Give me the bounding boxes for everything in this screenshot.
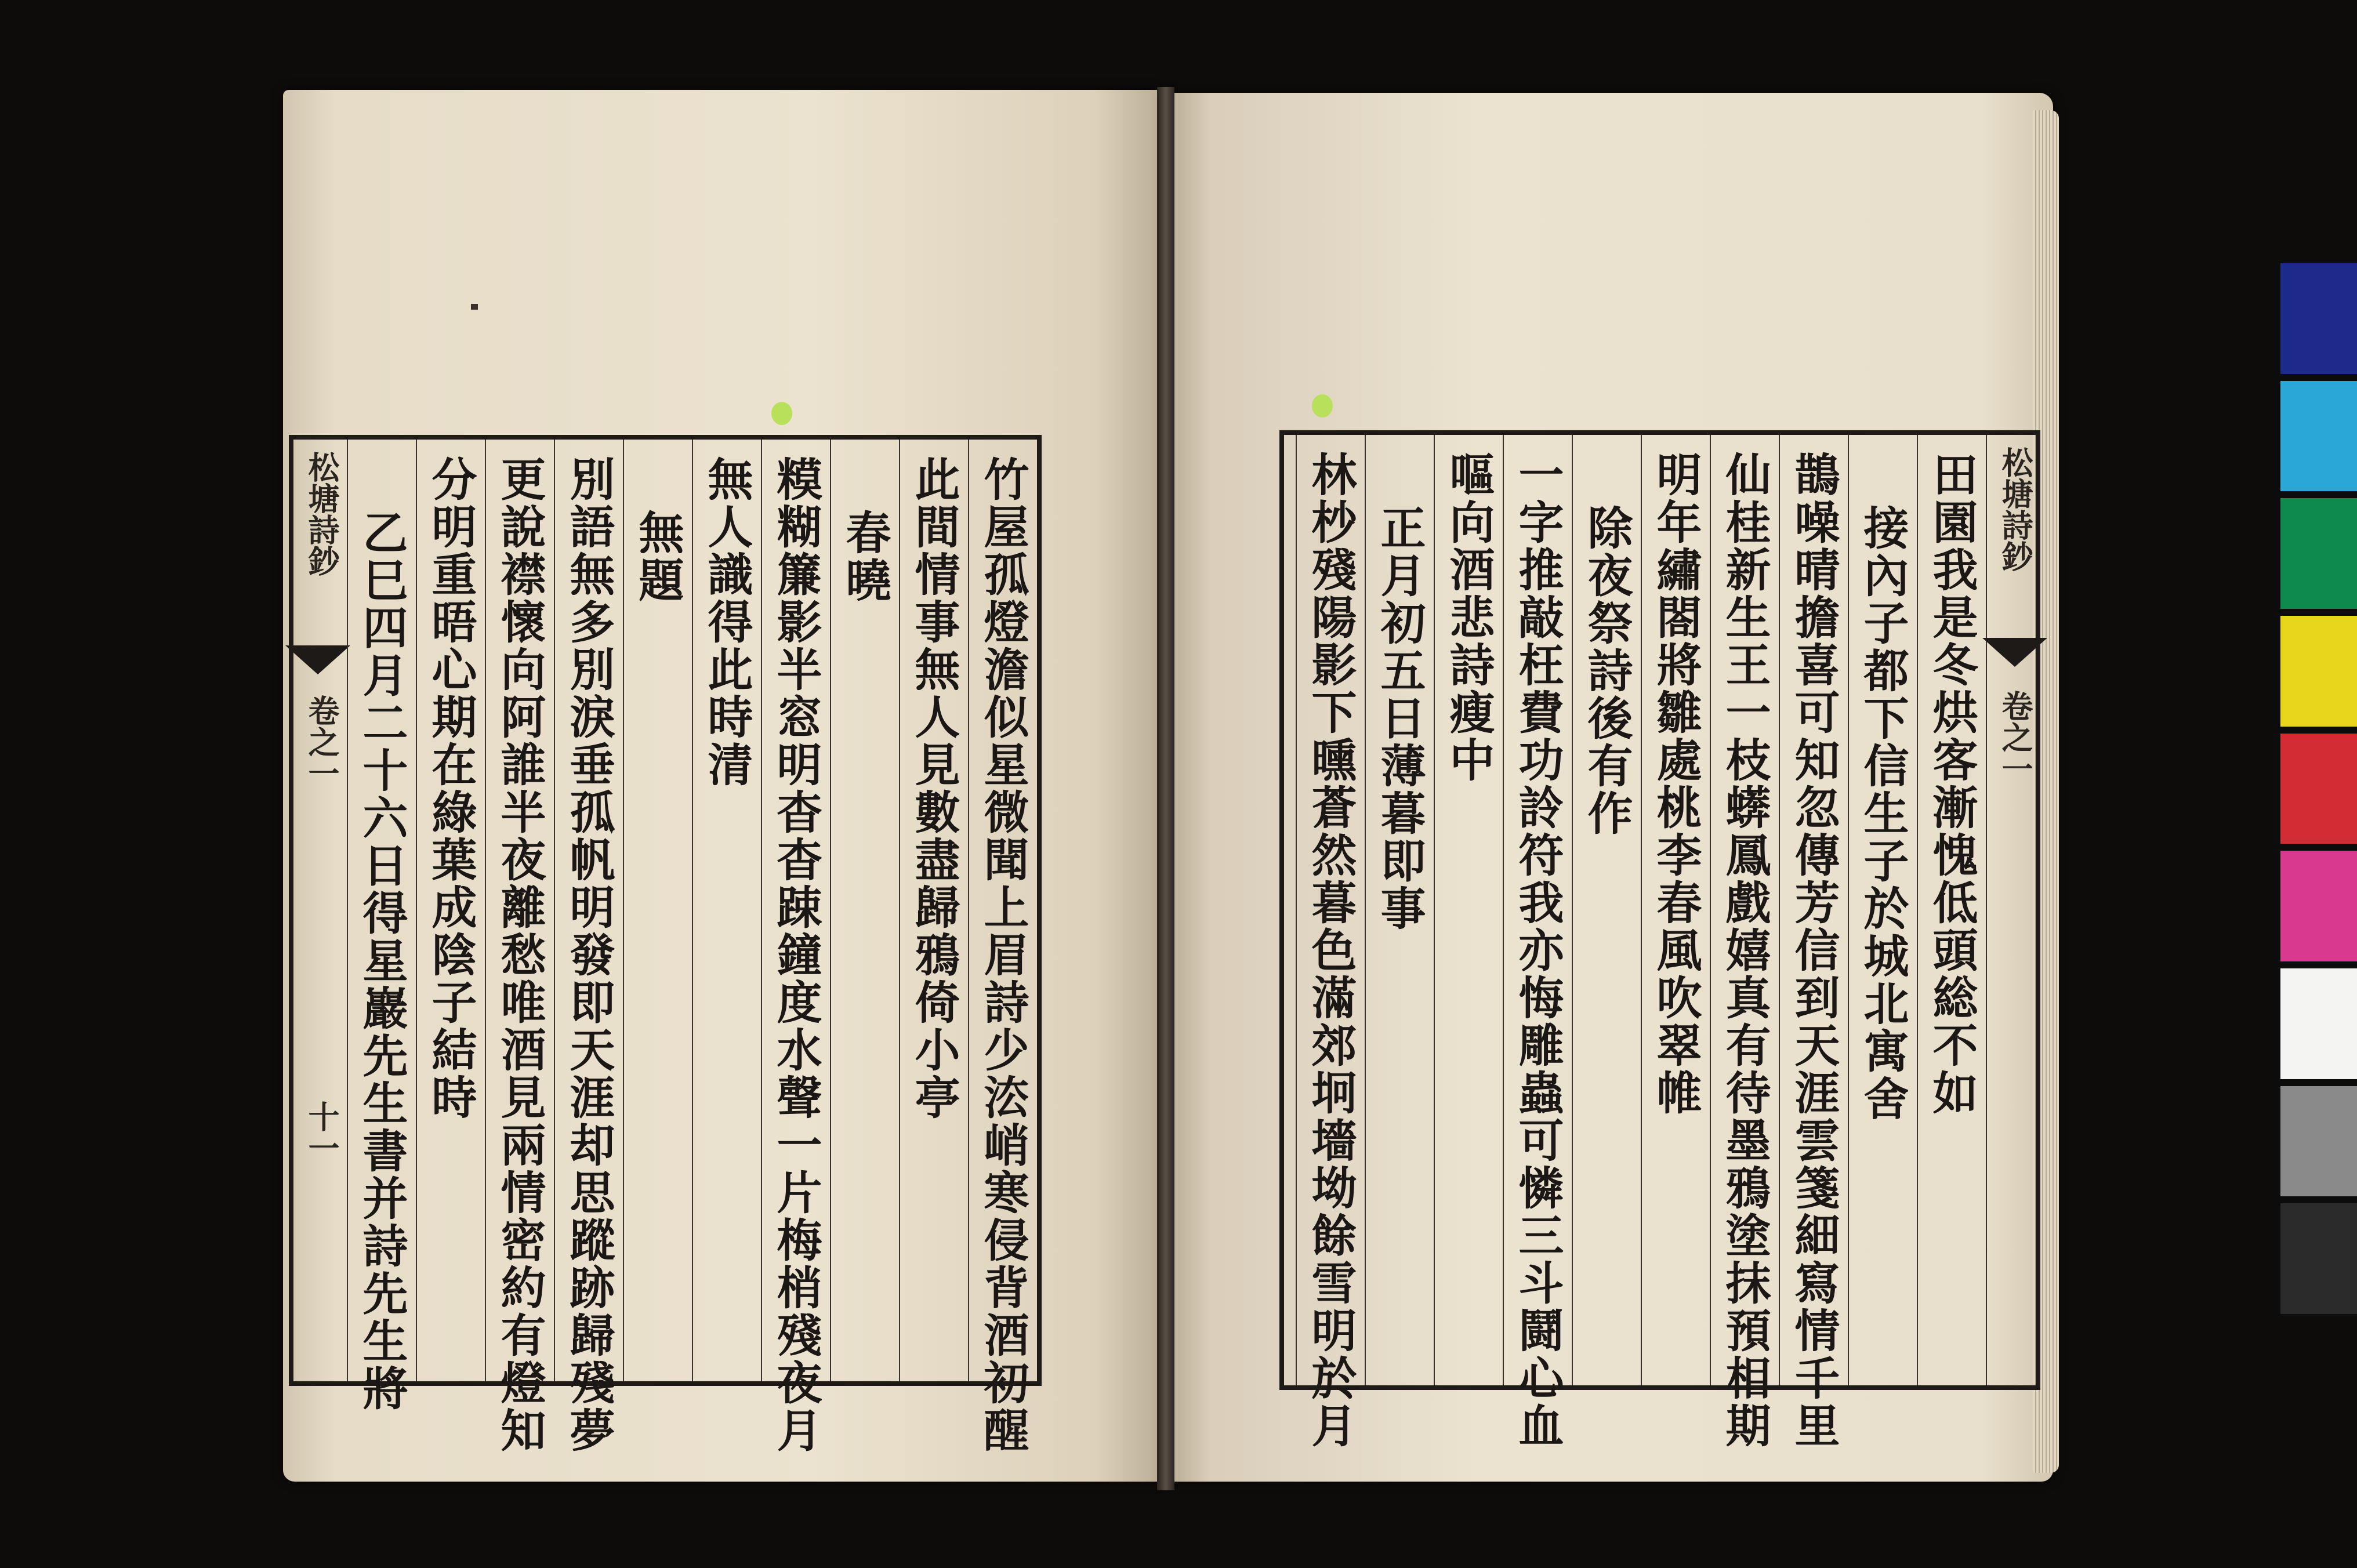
- right-column-2: 接內子都下信生子於城北寓舍: [1856, 504, 1909, 1123]
- left-column-8: 更說襟懷向阿誰半夜離愁唯酒見兩情密約有燈知: [493, 456, 546, 1454]
- left-column-2: 此間情事無人見數盡歸鴉倚小亭: [907, 456, 960, 1121]
- right-column-7: 一字推敲枉費功詅符我亦悔雕蟲可憐三斗鬪心血: [1511, 451, 1564, 1450]
- left-edition-title: 松塘詩鈔: [303, 451, 340, 576]
- right-column-9: 正月初五日薄暮即事: [1373, 504, 1426, 932]
- right-column-8: 嘔向酒悲詩瘦中: [1442, 451, 1495, 784]
- right-fishtail: [1982, 638, 2047, 667]
- left-column-7: 別語無多別淚垂孤帆明發即天涯却思蹤跡歸殘夢: [562, 456, 615, 1454]
- right-column-3: 鵲噪晴擔喜可知忽傳芳信到天涯雲箋細寫情千里: [1787, 451, 1840, 1450]
- book-gutter: [1157, 87, 1174, 1490]
- right-column-4: 仙桂新生王一枝蠎鳳戲嬉真有待墨鴉塗抹預相期: [1718, 451, 1771, 1450]
- smudge: [471, 304, 478, 310]
- color-swatch: [2280, 1203, 2357, 1314]
- left-fishtail: [285, 645, 350, 674]
- color-swatch: [2280, 1086, 2357, 1197]
- right-column-5: 明年繡閤將雛處桃李春風吹翠帷: [1649, 451, 1702, 1117]
- right-column-10: 林杪殘陽影下曛蒼然暮色滿郊坰墻坳餘雪明於月: [1304, 451, 1357, 1450]
- color-swatch: [2280, 498, 2357, 609]
- left-column-1: 竹屋孤燈澹似星微聞上眉詩少㳒峭寒侵背酒初醒: [976, 456, 1029, 1454]
- left-edition-folio: 十一: [303, 1101, 340, 1163]
- right-text-frame: [1279, 430, 2040, 1450]
- right-column-6: 除夜祭詩後有作: [1580, 504, 1633, 837]
- color-swatch: [2280, 263, 2357, 374]
- color-swatch: [2280, 851, 2357, 961]
- green-marker-right: [1312, 394, 1333, 418]
- left-column-6: 無題: [631, 509, 684, 604]
- right-column-1: 田園我是冬烘客漸愧低頭総不如: [1925, 451, 1978, 1117]
- color-checker-bar: [2272, 260, 2357, 1317]
- left-column-3: 春曉: [838, 509, 891, 604]
- left-column-9: 分明重晤心期在綠葉成陰子結時: [424, 456, 477, 1121]
- left-text-frame: [289, 435, 1042, 1454]
- left-column-4: 糢糊簾影半窓明杳杳踈鐘度水聲一片梅梢殘夜月: [769, 456, 822, 1454]
- color-swatch: [2280, 381, 2357, 492]
- right-edition-volume: 卷之一: [1997, 690, 2034, 784]
- green-marker-left: [771, 402, 792, 425]
- right-edition-title: 松塘詩鈔: [1997, 447, 2034, 572]
- left-edition-volume: 卷之一: [303, 695, 340, 789]
- color-swatch: [2280, 734, 2357, 844]
- left-column-10: 乙巳四月二十六日得星巖先生書并詩先生將: [355, 509, 408, 1413]
- color-swatch: [2280, 616, 2357, 727]
- left-column-5: 無人識得此時清: [700, 456, 753, 789]
- color-swatch: [2280, 968, 2357, 1079]
